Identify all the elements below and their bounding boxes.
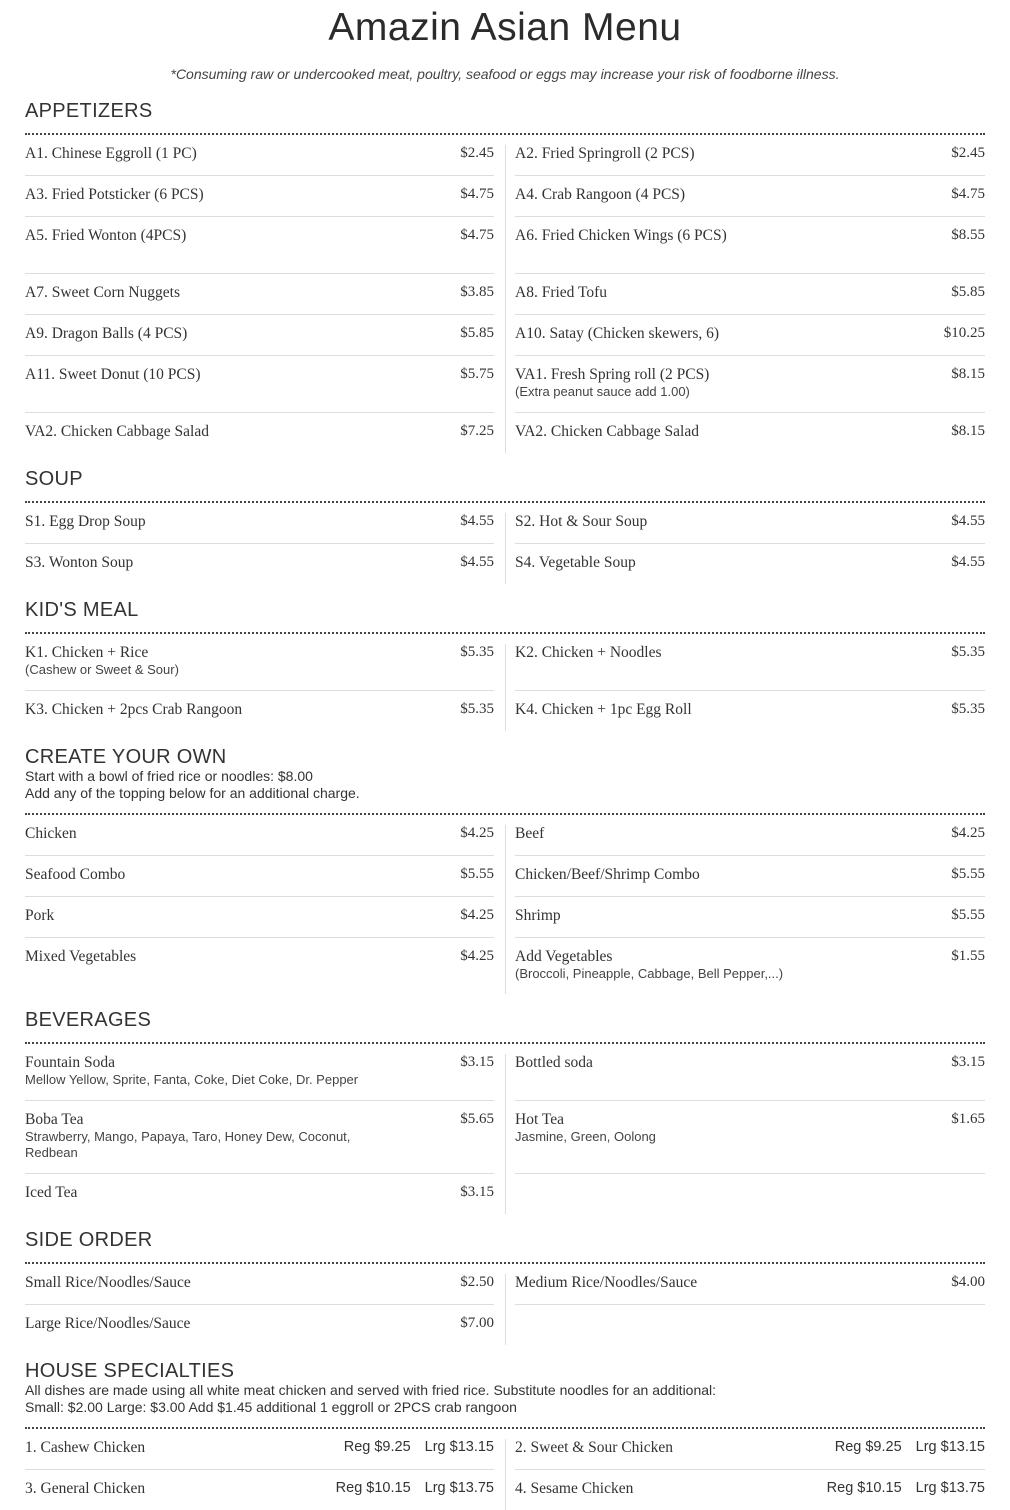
item-prices <box>336 1480 494 1498</box>
item-info <box>515 145 695 163</box>
menu-item <box>515 1044 985 1101</box>
item-name: A8. Fried Tofu <box>515 284 608 301</box>
section-title: SOUP <box>25 468 83 490</box>
item-name: VA2. Chicken Cabbage Salad <box>515 423 699 440</box>
item-price: $4.55 <box>951 513 985 529</box>
item-prices <box>835 1439 985 1457</box>
item-info <box>25 1480 145 1498</box>
item-price: $8.55 <box>951 227 985 243</box>
menu-item <box>515 217 985 274</box>
menu-item <box>515 413 985 453</box>
disclaimer: *Consuming raw or undercooked meat, poultry, seafood or eggs may increase your risk of foodborne illness. <box>170 66 840 82</box>
section-title: BEVERAGES <box>25 1009 152 1031</box>
item-name: K1. Chicken + Rice <box>25 644 149 661</box>
item-price: $4.25 <box>460 825 494 841</box>
item-prices <box>344 1439 494 1457</box>
menu-item <box>25 356 494 413</box>
item-info <box>515 907 561 925</box>
item-price: $4.75 <box>460 186 494 202</box>
item-info <box>515 554 636 572</box>
menu-item <box>515 356 985 413</box>
item-price: $4.75 <box>951 186 985 202</box>
menu-item <box>25 544 494 584</box>
large-price: Lrg $13.15 <box>424 1439 494 1455</box>
items-grid <box>25 503 985 584</box>
item-price: $5.35 <box>951 644 985 660</box>
menu-item <box>25 856 494 897</box>
item-note: Mellow Yellow, Sprite, Fanta, Coke, Diet Coke, Dr. Pepper <box>25 1072 359 1087</box>
section-house-specialties <box>25 1359 985 1510</box>
menu-item <box>25 1264 494 1305</box>
item-name: A7. Sweet Corn Nuggets <box>25 284 180 301</box>
item-info <box>25 948 136 982</box>
item-name: Iced Tea <box>25 1184 78 1201</box>
item-name: Pork <box>25 907 55 924</box>
menu-item <box>25 503 494 544</box>
item-info <box>25 325 187 343</box>
menu-item <box>515 634 985 691</box>
regular-price: Reg $9.25 <box>834 1439 902 1455</box>
item-info <box>25 423 209 441</box>
item-info <box>515 1480 633 1498</box>
item-name: Large Rice/Noodles/Sauce <box>25 1315 191 1332</box>
large-price: Lrg $13.15 <box>915 1439 985 1455</box>
item-info <box>515 948 783 982</box>
item-price: $4.25 <box>460 907 494 923</box>
item-price: $5.55 <box>951 907 985 923</box>
item-name: VA1. Fresh Spring roll (2 PCS) <box>515 366 710 383</box>
item-info <box>515 1274 697 1292</box>
items-grid <box>25 634 985 731</box>
item-info <box>515 1054 593 1088</box>
item-info <box>25 1315 190 1333</box>
item-price: $5.55 <box>460 866 494 882</box>
item-name: 1. Cashew Chicken <box>25 1439 146 1456</box>
menu-item <box>25 176 494 217</box>
item-price: $4.25 <box>460 948 494 964</box>
large-price: Lrg $13.75 <box>915 1480 985 1496</box>
menu-item <box>515 815 985 856</box>
item-price: $7.00 <box>460 1315 494 1331</box>
item-name: 4. Sesame Chicken <box>515 1480 634 1497</box>
item-price: $1.55 <box>951 948 985 964</box>
item-name: Mixed Vegetables <box>25 948 137 965</box>
menu-item <box>25 691 494 731</box>
item-name: S1. Egg Drop Soup <box>25 513 146 530</box>
item-info <box>25 284 180 302</box>
item-name: Chicken/Beef/Shrimp Combo <box>515 866 700 883</box>
item-name: K2. Chicken + Noodles <box>515 644 662 661</box>
item-price: $5.75 <box>460 366 494 382</box>
menu-item <box>25 274 494 315</box>
section-kids-meal <box>25 598 985 731</box>
item-info <box>515 825 544 843</box>
item-note: (Broccoli, Pineapple, Cabbage, Bell Pepper,...) <box>515 966 784 981</box>
item-info <box>25 825 77 843</box>
item-note: (Cashew or Sweet & Sour) <box>25 662 179 677</box>
menu-item <box>25 1305 494 1345</box>
item-name: K3. Chicken + 2pcs Crab Rangoon <box>25 701 243 718</box>
section-title: KID'S MEAL <box>25 599 139 621</box>
large-price: Lrg $13.75 <box>424 1480 494 1496</box>
item-price: $2.45 <box>460 145 494 161</box>
menu-item <box>25 413 494 453</box>
items-grid <box>25 815 985 994</box>
menu-item <box>515 1470 985 1510</box>
section-title: SIDE ORDER <box>25 1229 153 1251</box>
item-name: A5. Fried Wonton (4PCS) <box>25 227 187 244</box>
section-side-order <box>25 1228 985 1345</box>
menu-item <box>25 1174 494 1214</box>
item-price: $2.50 <box>460 1274 494 1290</box>
item-price: $4.00 <box>951 1274 985 1290</box>
section-title: APPETIZERS <box>25 100 153 122</box>
menu-item <box>25 217 494 274</box>
section-description: Small: $2.00 Large: $3.00 Add $1.45 additional 1 eggroll or 2PCS crab rangoon <box>25 1399 517 1415</box>
item-name: Small Rice/Noodles/Sauce <box>25 1274 191 1291</box>
item-name: A4. Crab Rangoon (4 PCS) <box>515 186 686 203</box>
menu-item <box>515 135 985 176</box>
item-info <box>515 513 647 531</box>
item-name: 3. General Chicken <box>25 1480 146 1497</box>
section-description: Start with a bowl of fried rice or noodles: $8.00 <box>25 768 313 784</box>
menu-item <box>515 544 985 584</box>
menu-item <box>515 1429 985 1470</box>
page-title: Amazin Asian Menu <box>328 6 682 49</box>
item-price: $5.35 <box>460 644 494 660</box>
items-grid <box>25 1044 985 1214</box>
menu-item <box>515 897 985 938</box>
items-grid <box>25 1429 985 1510</box>
item-name: S3. Wonton Soup <box>25 554 134 571</box>
menu-item <box>515 503 985 544</box>
item-price: $4.55 <box>460 554 494 570</box>
item-name: Shrimp <box>515 907 561 924</box>
menu-item <box>25 1044 494 1101</box>
item-name: Bottled soda <box>515 1054 593 1071</box>
items-grid <box>25 1264 985 1345</box>
item-name: 2. Sweet & Sour Chicken <box>515 1439 673 1456</box>
item-name: A6. Fried Chicken Wings (6 PCS) <box>515 227 727 244</box>
menu-item <box>515 315 985 356</box>
item-name: Chicken <box>25 825 77 842</box>
item-info <box>25 1111 405 1161</box>
menu-item <box>515 1101 985 1174</box>
menu-item <box>25 135 494 176</box>
section-soup <box>25 467 985 584</box>
item-info <box>515 284 607 302</box>
item-price: $5.65 <box>460 1111 494 1127</box>
item-price: $3.85 <box>460 284 494 300</box>
item-price: $4.55 <box>460 513 494 529</box>
item-info <box>515 325 719 343</box>
item-info <box>515 701 692 719</box>
item-price: $4.75 <box>460 227 494 243</box>
item-price: $5.85 <box>951 284 985 300</box>
item-name: VA2. Chicken Cabbage Salad <box>25 423 209 440</box>
section-appetizers <box>25 99 985 453</box>
item-name: S2. Hot & Sour Soup <box>515 513 648 530</box>
item-name: A11. Sweet Donut (10 PCS) <box>25 366 201 383</box>
item-info <box>515 366 709 400</box>
item-price: $7.25 <box>460 423 494 439</box>
menu-item <box>25 1470 494 1510</box>
menu-item <box>515 856 985 897</box>
section-description: All dishes are made using all white meat chicken and served with fried rice. Substitute noodles for an additional: <box>25 1382 717 1398</box>
item-name: K4. Chicken + 1pc Egg Roll <box>515 701 692 718</box>
item-info <box>515 186 685 204</box>
section-title: CREATE YOUR OWN <box>25 746 227 768</box>
item-price: $4.25 <box>951 825 985 841</box>
menu-item <box>25 1429 494 1470</box>
item-info <box>515 227 727 261</box>
menu-item <box>515 176 985 217</box>
item-name: A1. Chinese Eggroll (1 PC) <box>25 145 197 162</box>
item-name: Boba Tea <box>25 1111 84 1128</box>
menu-item <box>25 897 494 938</box>
item-info <box>515 1439 673 1457</box>
item-info <box>25 186 204 204</box>
section-title: HOUSE SPECIALTIES <box>25 1360 235 1382</box>
section-description: Add any of the topping below for an additional charge. <box>25 785 360 801</box>
item-price: $2.45 <box>951 145 985 161</box>
item-info <box>25 866 125 884</box>
items-grid <box>25 135 985 453</box>
item-note: Strawberry, Mango, Papaya, Taro, Honey Dew, Coconut, Redbean <box>25 1129 351 1160</box>
menu-item <box>515 1264 985 1305</box>
menu-item <box>515 274 985 315</box>
item-info <box>25 366 201 400</box>
item-name: Seafood Combo <box>25 866 126 883</box>
regular-price: Reg $10.15 <box>335 1480 411 1496</box>
item-info <box>25 1184 77 1202</box>
menu-sections <box>25 99 985 1510</box>
item-name: Fountain Soda <box>25 1054 115 1071</box>
menu-item <box>25 815 494 856</box>
item-info <box>515 1111 656 1161</box>
item-name: A2. Fried Springroll (2 PCS) <box>515 145 695 162</box>
item-price: $5.35 <box>460 701 494 717</box>
item-info <box>25 1439 145 1457</box>
item-price: $3.15 <box>460 1184 494 1200</box>
item-name: A9. Dragon Balls (4 PCS) <box>25 325 188 342</box>
item-info <box>25 513 146 531</box>
item-price: $5.85 <box>460 325 494 341</box>
item-price: $10.25 <box>943 325 985 341</box>
regular-price: Reg $10.15 <box>826 1480 902 1496</box>
menu-item <box>25 315 494 356</box>
item-price: $8.15 <box>951 366 985 382</box>
item-price: $5.35 <box>951 701 985 717</box>
menu-item <box>515 938 985 994</box>
item-info <box>515 644 662 678</box>
item-note: Jasmine, Green, Oolong <box>515 1129 656 1144</box>
item-price: $5.55 <box>951 866 985 882</box>
item-name: S4. Vegetable Soup <box>515 554 636 571</box>
menu-item <box>25 1101 494 1174</box>
item-name: Medium Rice/Noodles/Sauce <box>515 1274 698 1291</box>
item-price: $3.15 <box>951 1054 985 1070</box>
item-price: $8.15 <box>951 423 985 439</box>
menu-item <box>25 938 494 994</box>
item-name: Beef <box>515 825 545 842</box>
section-create-your-own <box>25 745 985 994</box>
item-price: $1.65 <box>951 1111 985 1127</box>
empty-cell <box>515 1174 985 1214</box>
item-info <box>25 1274 191 1292</box>
item-name: Hot Tea <box>515 1111 564 1128</box>
item-info <box>515 866 700 884</box>
item-info <box>25 907 54 925</box>
item-name: Add Vegetables <box>515 948 613 965</box>
empty-cell <box>515 1305 985 1345</box>
menu-item <box>25 634 494 691</box>
item-info <box>25 227 186 261</box>
item-note: (Extra peanut sauce add 1.00) <box>515 384 690 399</box>
item-price: $4.55 <box>951 554 985 570</box>
item-info <box>25 1054 358 1088</box>
regular-price: Reg $9.25 <box>343 1439 411 1455</box>
menu-item <box>515 691 985 731</box>
item-prices <box>827 1480 985 1498</box>
item-info <box>25 554 133 572</box>
item-info <box>515 423 699 441</box>
item-info <box>25 701 242 719</box>
item-name: A10. Satay (Chicken skewers, 6) <box>515 325 720 342</box>
section-beverages <box>25 1008 985 1214</box>
item-price: $3.15 <box>460 1054 494 1070</box>
item-info <box>25 145 197 163</box>
item-name: A3. Fried Potsticker (6 PCS) <box>25 186 204 203</box>
item-info <box>25 644 179 678</box>
